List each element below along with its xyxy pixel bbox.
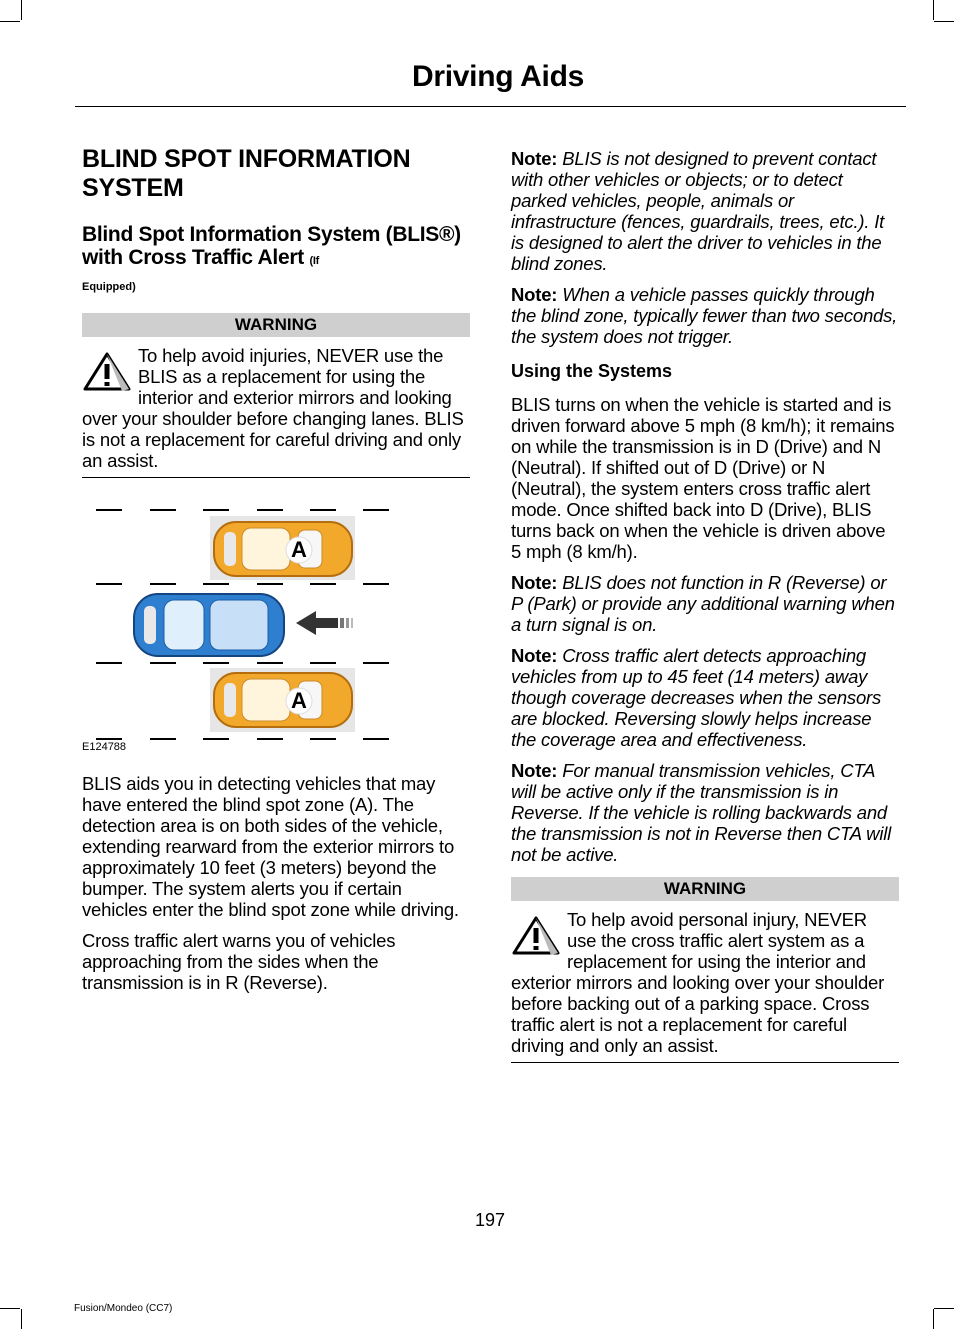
note-text: Cross traffic alert detects approaching vehicles from up to 45 feet (14 meters) away though coverage decreases when the sensors are blocked. Reversing slowly helps increase the coverage area and effectiveness. — [511, 645, 882, 750]
note — [511, 645, 899, 750]
note — [511, 284, 899, 347]
blis-diagram — [82, 498, 470, 753]
subheading — [82, 223, 470, 273]
crop-mark — [933, 0, 934, 20]
note — [511, 760, 899, 865]
figure-code: E124788 — [82, 741, 127, 753]
note-label: Note: — [511, 645, 558, 666]
subheading-text: Blind Spot Information System (BLIS®) with Cross Traffic Alert — [82, 223, 461, 269]
note-label: Note: — [511, 760, 558, 781]
subheading-suffix: (If — [309, 255, 319, 267]
note-text: For manual transmission vehicles, CTA will be active only if the transmission is in Reverse. If the vehicle is rolling backwards and the transmission is not in Reverse then CTA will not be active. — [511, 760, 892, 865]
crop-mark — [21, 0, 22, 20]
footer-model: Fusion/Mondeo (CC7) — [74, 1303, 173, 1314]
crop-mark — [0, 21, 20, 22]
left-column — [82, 145, 470, 1003]
paragraph: BLIS turns on when the vehicle is started and is driven forward above 5 mph (8 km/h); it remains on while the transmission is in D (Drive) and N (Neutral). If shifted out of D (Drive) or N (Neutral), the system enters cross traffic alert mode. Once shifted back into D (Drive), BLIS turns back on when the vehicle is driven above 5 mph (8 km/h). — [511, 394, 895, 562]
paragraph: Cross traffic alert warns you of vehicles approaching from the sides when the transmission is in R (Reverse). — [82, 930, 396, 993]
yellow-car-top — [214, 522, 352, 576]
warning-triangle-icon — [511, 915, 561, 957]
note-text: BLIS does not function in R (Reverse) or P (Park) or provide any additional warning when a turn signal is on. — [511, 572, 895, 635]
paragraph: BLIS aids you in detecting vehicles that may have entered the blind spot zone (A). The detection area is on both sides of the vehicle, extending rearward from the exterior mirrors to approximately 10 feet (3 meters) beyond the bumper. The system alerts you if certain vehicles enter the blind spot zone while driving. — [82, 773, 459, 920]
subsection-heading: Using the Systems — [511, 361, 673, 381]
page-number: 197 — [474, 1210, 506, 1230]
crop-mark — [934, 1308, 954, 1309]
warning-title: WARNING — [82, 313, 470, 337]
note — [511, 572, 899, 635]
zone-label-bottom: A — [291, 688, 307, 713]
blis-illustration — [82, 498, 470, 753]
note — [511, 148, 899, 274]
warning-text: To help avoid injuries, NEVER use the BLIS as a replacement for using the interior and exterior mirrors and looking over your shoulder before changing lanes. BLIS is not a replacement for careful driving and only an assist. — [82, 345, 464, 471]
section-title: Driving Aids — [412, 60, 584, 93]
zone-label-top: A — [291, 537, 307, 562]
yellow-car-bottom — [214, 673, 352, 727]
note-label: Note: — [511, 148, 558, 169]
header-rule — [75, 106, 906, 107]
right-column — [511, 148, 899, 1083]
blue-car — [134, 594, 284, 656]
note-label: Note: — [511, 284, 558, 305]
crop-mark — [934, 21, 954, 22]
crop-mark — [21, 1309, 22, 1329]
note-text: When a vehicle passes quickly through the blind zone, typically fewer than two seconds, the system does not trigger. — [511, 284, 898, 347]
warning-box — [82, 345, 470, 478]
warning-triangle-icon — [82, 351, 132, 393]
approach-arrow-icon — [296, 611, 353, 635]
note-text: BLIS is not designed to prevent contact with other vehicles or objects; or to detect parked vehicles, people, animals or infrastructure (fences, guardrails, trees, etc.). It is designed to alert the driver to vehicles in the blind zones. — [511, 148, 885, 274]
warning-box — [511, 909, 899, 1063]
warning-text: To help avoid personal injury, NEVER use the cross traffic alert system as a replacement for using the interior and exterior mirrors and looking over your shoulder before backing out of a parking space. Cross traffic alert is not a replacement for careful driving and only an assist. — [511, 909, 885, 1056]
section-heading: BLIND SPOT INFORMATION SYSTEM — [82, 145, 411, 202]
subheading-suffix-cont: Equipped) — [82, 281, 136, 293]
crop-mark — [933, 1309, 934, 1329]
warning-title: WARNING — [511, 877, 899, 901]
note-label: Note: — [511, 572, 558, 593]
crop-mark — [0, 1308, 20, 1309]
